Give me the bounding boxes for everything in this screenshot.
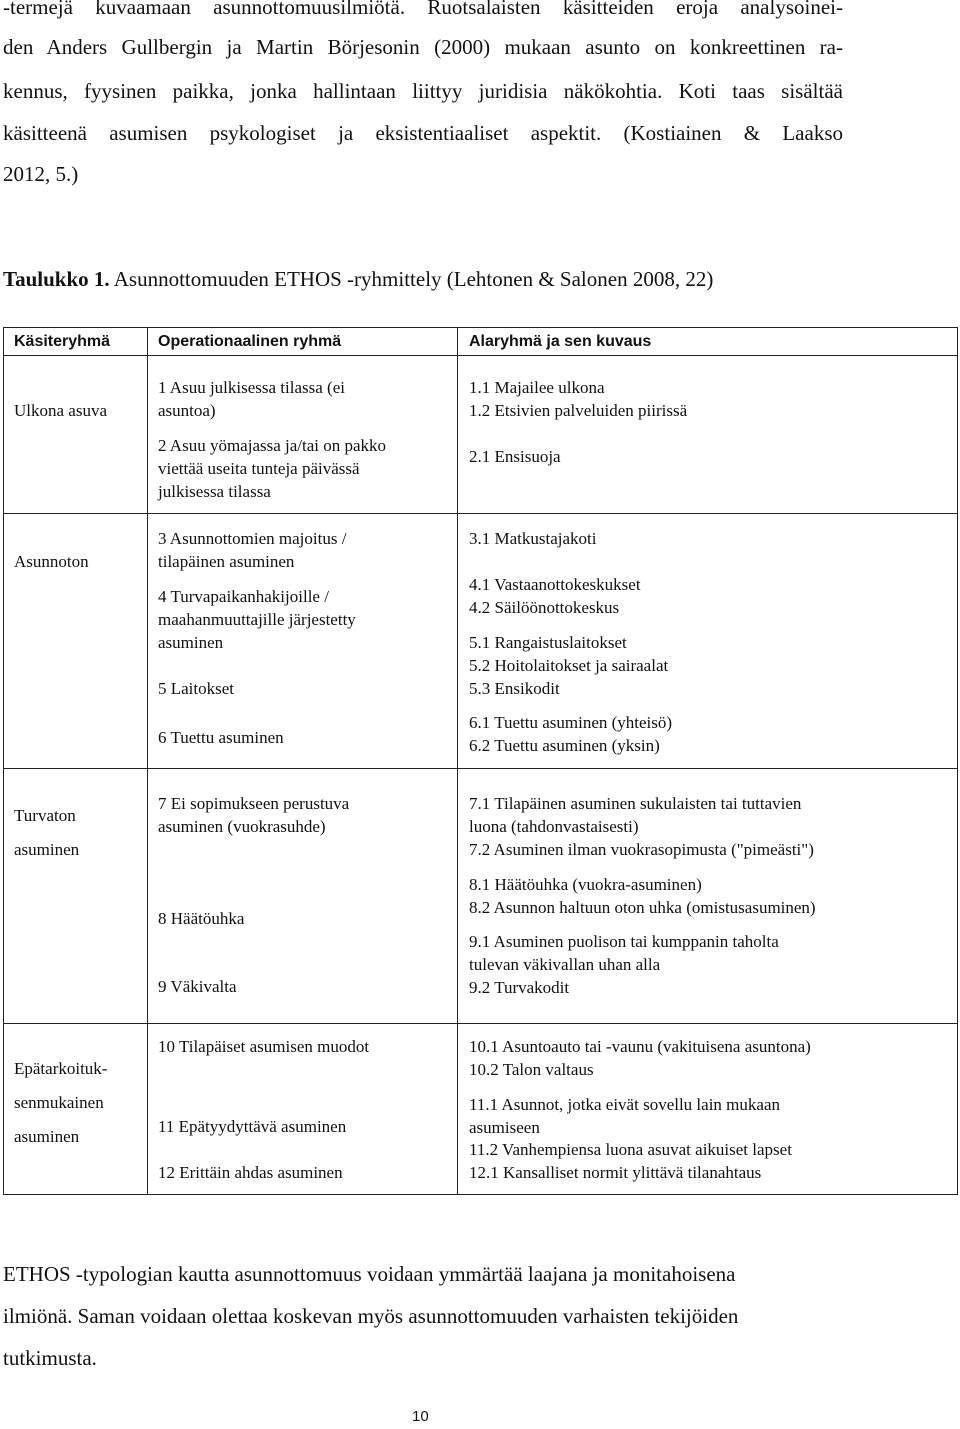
- operational-line: asuntoa): [158, 401, 216, 420]
- subgroup-line: 3.1 Matkustajakoti: [469, 529, 597, 548]
- operational-line: 8 Häätöuhka: [158, 909, 245, 928]
- operational-line: 3 Asunnottomien majoitus /: [158, 529, 347, 548]
- operational-line: 1 Asuu julkisessa tilassa (ei: [158, 378, 345, 397]
- intro-line: kennus, fyysinen paikka, jonka hallintaan liittyy juridisia näkökohtia. Koti taas sisältää: [3, 79, 843, 103]
- outro-line: ETHOS -typologian kautta asunnottomuus voidaan ymmärtää laajana ja monitahoisena: [3, 1262, 736, 1286]
- subgroup-line: 5.2 Hoitolaitokset ja sairaalat: [469, 656, 669, 675]
- table-caption-text: Asunnottomuuden ETHOS -ryhmittely (Lehtonen & Salonen 2008, 22): [109, 267, 714, 291]
- subgroup-line: 4.2 Säilöönottokeskus: [469, 598, 620, 617]
- subgroup-line: asumiseen: [469, 1118, 540, 1137]
- operational-line: 10 Tilapäiset asumisen muodot: [158, 1037, 370, 1056]
- page-number: 10: [412, 1408, 429, 1425]
- operational-line: maahanmuuttajille järjestetty: [158, 610, 356, 629]
- subgroup-line: 6.2 Tuettu asuminen (yksin): [469, 736, 660, 755]
- outro-line: tutkimusta.: [3, 1346, 97, 1370]
- subgroup-line: luona (tahdonvastaisesti): [469, 817, 639, 836]
- column-divider: [147, 328, 148, 1194]
- operational-line: 11 Epätyydyttävä asuminen: [158, 1117, 347, 1136]
- table-caption: [3, 267, 713, 292]
- intro-line: 2012, 5.): [3, 162, 79, 186]
- subgroup-line: 8.1 Häätöuhka (vuokra-asuminen): [469, 875, 702, 894]
- subgroup-line: 5.1 Rangaistuslaitokset: [469, 633, 627, 652]
- intro-line: den Anders Gullbergin ja Martin Börjesonin (2000) mukaan asunto on konkreettinen ra-: [3, 35, 843, 59]
- subgroup-line: 2.1 Ensisuoja: [469, 447, 561, 466]
- row-divider: [4, 513, 957, 514]
- header-subgroup: Alaryhmä ja sen kuvaus: [469, 333, 652, 350]
- subgroup-line: 5.3 Ensikodit: [469, 679, 560, 698]
- category-cell: asuminen: [14, 1127, 80, 1146]
- category-cell: Turvaton: [14, 806, 76, 825]
- ethos-table: [3, 327, 958, 1195]
- row-divider: [4, 1023, 957, 1024]
- operational-line: viettää useita tunteja päivässä: [158, 459, 360, 478]
- subgroup-line: tulevan väkivallan uhan alla: [469, 955, 661, 974]
- subgroup-line: 1.2 Etsivien palveluiden piirissä: [469, 401, 688, 420]
- operational-line: 5 Laitokset: [158, 679, 235, 698]
- table-caption-label: Taulukko 1.: [3, 267, 110, 291]
- header-operational: Operationaalinen ryhmä: [158, 333, 342, 350]
- subgroup-line: 7.1 Tilapäinen asuminen sukulaisten tai tuttavien: [469, 794, 802, 813]
- header-category: Käsiteryhmä: [14, 333, 111, 350]
- subgroup-line: 8.2 Asunnon haltuun oton uhka (omistusasuminen): [469, 898, 816, 917]
- operational-line: asuminen: [158, 633, 224, 652]
- category-cell: senmukainen: [14, 1093, 104, 1112]
- operational-line: 6 Tuettu asuminen: [158, 728, 284, 747]
- subgroup-line: 9.1 Asuminen puolison tai kumppanin taholta: [469, 932, 779, 951]
- intro-line: -termejä kuvaamaan asunnottomuusilmiötä. Ruotsalaisten käsitteiden eroja analysoinei-: [3, 0, 843, 19]
- subgroup-line: 6.1 Tuettu asuminen (yhteisö): [469, 713, 673, 732]
- intro-line: käsitteenä asumisen psykologiset ja eksistentiaaliset aspektit. (Kostiainen & Laakso: [3, 121, 843, 145]
- subgroup-line: 1.1 Majailee ulkona: [469, 378, 605, 397]
- subgroup-line: 10.1 Asuntoauto tai -vaunu (vakituisena asuntona): [469, 1037, 811, 1056]
- column-divider: [457, 328, 458, 1194]
- subgroup-line: 11.2 Vanhempiensa luona asuvat aikuiset lapset: [469, 1140, 792, 1159]
- outro-line: ilmiönä. Saman voidaan olettaa koskevan myös asunnottomuuden varhaisten tekijöiden: [3, 1304, 739, 1328]
- operational-line: 2 Asuu yömajassa ja/tai on pakko: [158, 436, 387, 455]
- operational-line: asuminen (vuokrasuhde): [158, 817, 326, 836]
- category-cell: Epätarkoituk-: [14, 1059, 108, 1078]
- category-cell: Asunnoton: [14, 552, 89, 571]
- operational-line: 12 Erittäin ahdas asuminen: [158, 1163, 343, 1182]
- subgroup-line: 9.2 Turvakodit: [469, 978, 570, 997]
- operational-line: 4 Turvapaikanhakijoille /: [158, 587, 329, 606]
- subgroup-line: 10.2 Talon valtaus: [469, 1060, 594, 1079]
- subgroup-line: 12.1 Kansalliset normit ylittävä tilanahtaus: [469, 1163, 762, 1182]
- operational-line: 7 Ei sopimukseen perustuva: [158, 794, 350, 813]
- subgroup-line: 11.1 Asunnot, jotka eivät sovellu lain mukaan: [469, 1095, 780, 1114]
- header-divider: [4, 355, 957, 356]
- operational-line: 9 Väkivalta: [158, 977, 237, 996]
- subgroup-line: 4.1 Vastaanottokeskukset: [469, 575, 641, 594]
- operational-line: tilapäinen asuminen: [158, 552, 295, 571]
- subgroup-line: 7.2 Asuminen ilman vuokrasopimusta ("pimeästi"): [469, 840, 814, 859]
- row-divider: [4, 768, 957, 769]
- category-cell: asuminen: [14, 840, 80, 859]
- operational-line: julkisessa tilassa: [158, 482, 271, 501]
- category-cell: Ulkona asuva: [14, 401, 108, 420]
